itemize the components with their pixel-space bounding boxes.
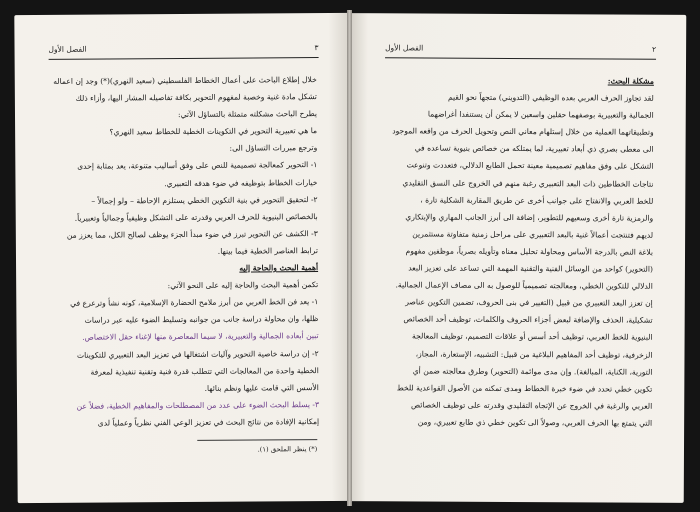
text-line: ٣- يسلط البحث الضوء على عدد من المصطلحات والمفاهيم الخطية، فضلاً عن — [76, 399, 320, 411]
text-line: العربي والرغبة في الخروج عن الإتجاه التقليدي وقدرته على توظيف الخصائص — [410, 400, 653, 411]
text-line: خيارات الخطاط بتوظيفه في ضوء هدفه التعبيري. — [164, 177, 318, 188]
text-line: تكمن أهمية البحث والحاجة إليه على النحو الآتي: — [167, 280, 319, 291]
text-line: ١- التحوير كمعالجة تصميمية للنص على وفق أساليب متنوعة، يعد بمثابة إحدى — [77, 160, 318, 172]
section-heading: أهمية البحث والحاجة إليه — [239, 263, 319, 273]
chapter-title: الفصل الأول — [385, 43, 424, 53]
text-line: تكوين خطي تحدد في ضوء خبرة الخطاط ومدى تمكنه من الأصول القواعدية للخط — [396, 383, 653, 394]
text-line: وتطبيقاتهما العملية من خلال إستلهام معاني النص وتحويل الحرف من واقعه الموجود — [392, 126, 654, 137]
text-line: الى معطى بصري ذي أبعاد تعبيرية، لما يمتلكه من خصائص بنيوية تساعده في — [414, 143, 654, 155]
text-line: الجمالية والتعبيرية بوصفهما حقلين واسعين لا يمكن أن يستنفدا أغراضهما — [427, 109, 654, 120]
page-number: ٣ — [314, 43, 319, 53]
text-line: الأسس التي قامت عليها ونظم بنائها. — [204, 382, 319, 393]
page-number: ٢ — [652, 44, 657, 54]
text-line: لقد تجاوز الحرف العربي بعده الوظيفي (التدويني) متجهاً نحو القيم — [447, 92, 654, 103]
left-page — [14, 13, 351, 503]
text-line: ٢- إن دراسة خاصية التحوير وآليات اشتغالها في تعزيز البعد التعبيري للتكوينات — [76, 348, 319, 360]
text-line: للخط العربي والانفتاح على جوانب أخرى عن طريق المقاربة الشكلية تارة ، — [420, 195, 654, 206]
text-line: التورية، الكناية، المبالغة). وإن مدى موائمة (التحوير) وطرق معالجته ضمن أي — [412, 366, 653, 377]
text-line: نتاجات الخطاطين ذات البعد التعبيري رغبة منهم في الخروج على النسق التقليدي — [402, 177, 654, 189]
right-page — [349, 13, 687, 503]
text-line: خلال إطلاع الباحث على أعمال الخطاط الفلسطيني (سعيد النهري)(*) وجد إن اعماله — [53, 75, 317, 86]
text-line: الزخرفية، توظيف أحد المفاهيم البلاغية من قبيل: التشبيه، الإستعارة، المجاز، — [415, 348, 653, 360]
text-line: وترجع مبررات التساؤل الى: — [229, 143, 318, 154]
text-line: البنيوية للخط العربي، توظيف أحد أسس أو علاقات التصميم، توظيف المعالجة — [412, 331, 653, 343]
text-line: ١- يعد فن الخط العربي من أبرز ملامح الحضارة الإسلامية، كونه نشأ وترعرع في — [70, 297, 319, 309]
right-page-body — [381, 71, 654, 431]
footnote-text: (*) ينظر الملحق (١). — [257, 445, 318, 454]
text-line: ظلها، وان محاولة دراسة جانب من جوانبه وتسليط الضوء عليه عبر دراسات — [84, 314, 319, 326]
text-line: تبين أبعاده الجمالية والتعبيرية، لا سيما المعاصرة منها لإغناء حقل الاختصاص. — [82, 331, 319, 343]
text-line: إمكانية الإفادة من نتائج البحث في تعزيز الوعي الفني نظرياً وعملياً لدى — [97, 416, 320, 428]
text-line: الخطية واحدة من المعالجات التي تتطلب قدرة فنية وتقنية تنفيذية لمعرفة — [90, 365, 319, 377]
section-heading: مشكلة البحث: — [607, 76, 654, 86]
text-line: تشكل مادة غنية وخصبة لمفهوم التحوير بكافة تفاصيله المشار اليها، وأزاء ذلك — [75, 92, 317, 103]
text-line: إن تعزز البعد التعبيري من قبيل (التغيير في بنى الحروف، تضمين التكوين عناصر — [405, 297, 653, 308]
text-line: والرمزية تارة أخرى وسعيهم للتطوير، إضافة الى أبرز الجانب المهاري والإبتكاري — [405, 212, 654, 223]
left-page-header — [49, 43, 319, 60]
chapter-title: الفصل الأول — [48, 44, 87, 54]
text-line: التشكل على وفق مفاهيم تصميمية معينة تحمل الطابع الدلالي، فتعددت وتنوعت — [406, 160, 654, 172]
text-line: ما هي تعبيرية التحوير في التكوينات الخطية للخطاط سعيد النهري؟ — [109, 126, 318, 137]
text-line: تشكيلية، الحذف والإضافة لبعض أجزاء الحروف والكلمات، توظيف أحد الخصائص — [403, 314, 653, 326]
footnote — [51, 439, 317, 455]
left-page-body — [47, 71, 319, 432]
book-spine — [347, 10, 352, 506]
text-line: يطرح الباحث مشكلته متمثلة بالتساؤل الآتي: — [177, 109, 318, 120]
text-line: ٢- لتحقيق التحوير في بنية التكوين الخطي يستلزم الإحاطة – ولو إجمالاً – — [91, 194, 318, 206]
text-line: بلاغة النص بالدرجة الأساس ومحاولة تحليل معناه وتأويله بصرياً، موظفين مفهوم — [405, 246, 654, 257]
text-line: بالخصائص البنيوية للحرف العربي وقدرته على التشكل وظيفياً وجمالياً وتعبيرياً. — [74, 211, 318, 223]
text-line: لديهم فتنتجت أعمالاً غنية بالبعد التعبيري على مراحل زمنية متفاوتة مستثمرين — [412, 229, 654, 240]
footnote-divider — [197, 439, 317, 441]
text-line: التي يتمتع بها الحرف العربي، وصولاً الى تكوين خطي ذي طابع تعبيري، ومن — [417, 417, 653, 428]
text-line: ترابط العناصر الخطية فيما بينها. — [217, 245, 318, 256]
right-page-header — [385, 43, 656, 59]
text-line: الدلالي للتكوين الخطي، ومعالجته تصميمياً للوصول به الى مصاف الإعمال الجمالية. — [395, 280, 653, 291]
text-line: (التحوير) كواحد من الوسائل الفنية والتقنية المهمة التي تساعد على تعزيز البعد — [408, 263, 653, 274]
text-line: ٣- الكشف عن التحوير تبرز في ضوء مبدأ الجزء يوظف لصالح الكل، مما يعزز من — [66, 228, 318, 240]
